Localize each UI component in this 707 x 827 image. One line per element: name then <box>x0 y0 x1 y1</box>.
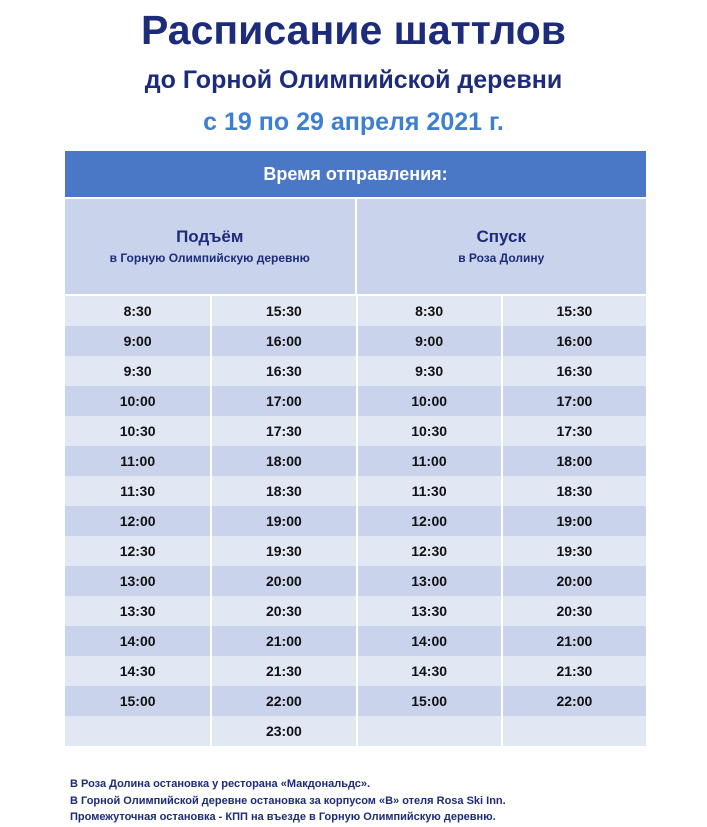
time-cell: 16:00 <box>501 326 646 356</box>
table-row <box>65 626 646 656</box>
schedule-table <box>65 151 646 746</box>
time-cell: 18:30 <box>501 476 646 506</box>
time-cell: 20:00 <box>210 566 355 596</box>
table-row <box>65 296 646 326</box>
time-cell: 13:00 <box>356 566 501 596</box>
note-line: Промежуточная остановка - КПП на въезде в Горную Олимпийскую деревню. <box>70 811 496 823</box>
time-cell: 9:00 <box>356 326 501 356</box>
time-cell: 18:00 <box>210 446 355 476</box>
table-row <box>65 536 646 566</box>
time-cell: 8:30 <box>123 303 152 319</box>
time-cell: 10:00 <box>119 393 156 409</box>
direction-up-label: Подъём <box>176 226 244 246</box>
table-row <box>65 596 646 626</box>
time-cell: 20:30 <box>210 596 355 626</box>
table-row <box>65 416 646 446</box>
date-range: с 19 по 29 апреля 2021 г. <box>203 108 504 136</box>
direction-header-row <box>65 197 646 294</box>
direction-down-label: Спуск <box>476 226 527 246</box>
table-row <box>65 506 646 536</box>
table-row <box>65 386 646 416</box>
time-cell: 13:30 <box>119 603 156 619</box>
time-cell: 15:00 <box>356 686 501 716</box>
table-row <box>65 686 646 716</box>
time-cell: 20:30 <box>501 596 646 626</box>
time-cell: 9:30 <box>356 356 501 386</box>
time-cell: 11:00 <box>120 453 156 469</box>
time-cell: 21:30 <box>210 656 355 686</box>
time-cell <box>65 716 210 746</box>
time-cell: 12:00 <box>119 513 156 529</box>
time-cell: 14:30 <box>119 663 156 679</box>
time-cell: 19:00 <box>501 506 646 536</box>
time-cell: 10:00 <box>356 386 501 416</box>
time-cell: 19:30 <box>210 536 355 566</box>
page-subtitle: до Горной Олимпийской деревни <box>144 66 563 94</box>
direction-up-destination: в Горную Олимпийскую деревню <box>109 250 310 265</box>
time-cell: 17:30 <box>501 416 646 446</box>
time-cell: 17:00 <box>210 386 355 416</box>
time-cell: 18:30 <box>210 476 355 506</box>
time-cell: 19:00 <box>210 506 355 536</box>
page-title: Расписание шаттлов <box>141 7 566 53</box>
time-cell <box>356 716 501 746</box>
time-cell: 15:00 <box>119 693 156 709</box>
time-cell: 21:00 <box>210 626 355 656</box>
table-row <box>65 656 646 686</box>
time-cell: 13:30 <box>356 596 501 626</box>
time-cell: 12:30 <box>356 536 501 566</box>
time-cell: 23:00 <box>210 716 355 746</box>
time-cell: 18:00 <box>501 446 646 476</box>
time-cell: 17:30 <box>210 416 355 446</box>
time-cell <box>501 716 646 746</box>
time-cell: 21:30 <box>501 656 646 686</box>
time-cell: 11:30 <box>356 476 501 506</box>
time-cell: 21:00 <box>501 626 646 656</box>
time-cell: 14:30 <box>356 656 501 686</box>
time-cell: 16:30 <box>501 356 646 386</box>
time-cell: 16:30 <box>210 356 355 386</box>
table-row <box>65 716 646 746</box>
direction-down-destination: в Роза Долину <box>458 250 545 265</box>
time-cell: 19:30 <box>501 536 646 566</box>
stop-notes <box>70 776 700 826</box>
time-cell: 22:00 <box>501 686 646 716</box>
time-cell: 9:30 <box>123 363 152 379</box>
time-cell: 16:00 <box>210 326 355 356</box>
time-cell: 13:00 <box>119 573 156 589</box>
note-line: В Роза Долина остановка у ресторана «Макдональдс». <box>70 778 371 790</box>
time-rows <box>65 294 646 746</box>
time-cell: 9:00 <box>123 333 152 349</box>
time-cell: 22:00 <box>210 686 355 716</box>
time-cell: 14:00 <box>119 633 156 649</box>
time-cell: 15:30 <box>210 296 355 326</box>
time-cell: 11:00 <box>356 446 501 476</box>
time-cell: 14:00 <box>356 626 501 656</box>
table-row <box>65 476 646 506</box>
time-cell: 10:30 <box>356 416 501 446</box>
direction-down <box>355 199 647 294</box>
departure-time-heading: Время отправления: <box>65 151 646 197</box>
time-cell: 12:30 <box>119 543 156 559</box>
note-line: В Горной Олимпийской деревне остановка за корпусом «В» отеля Rosa Ski Inn. <box>70 794 506 807</box>
time-cell: 10:30 <box>119 423 156 439</box>
time-cell: 11:30 <box>120 483 156 499</box>
time-cell: 8:30 <box>356 296 501 326</box>
direction-up <box>65 199 355 294</box>
time-cell: 12:00 <box>356 506 501 536</box>
table-row <box>65 446 646 476</box>
time-cell: 17:00 <box>501 386 646 416</box>
table-row <box>65 356 646 386</box>
table-row <box>65 326 646 356</box>
table-row <box>65 566 646 596</box>
time-cell: 15:30 <box>501 296 646 326</box>
time-cell: 20:00 <box>501 566 646 596</box>
